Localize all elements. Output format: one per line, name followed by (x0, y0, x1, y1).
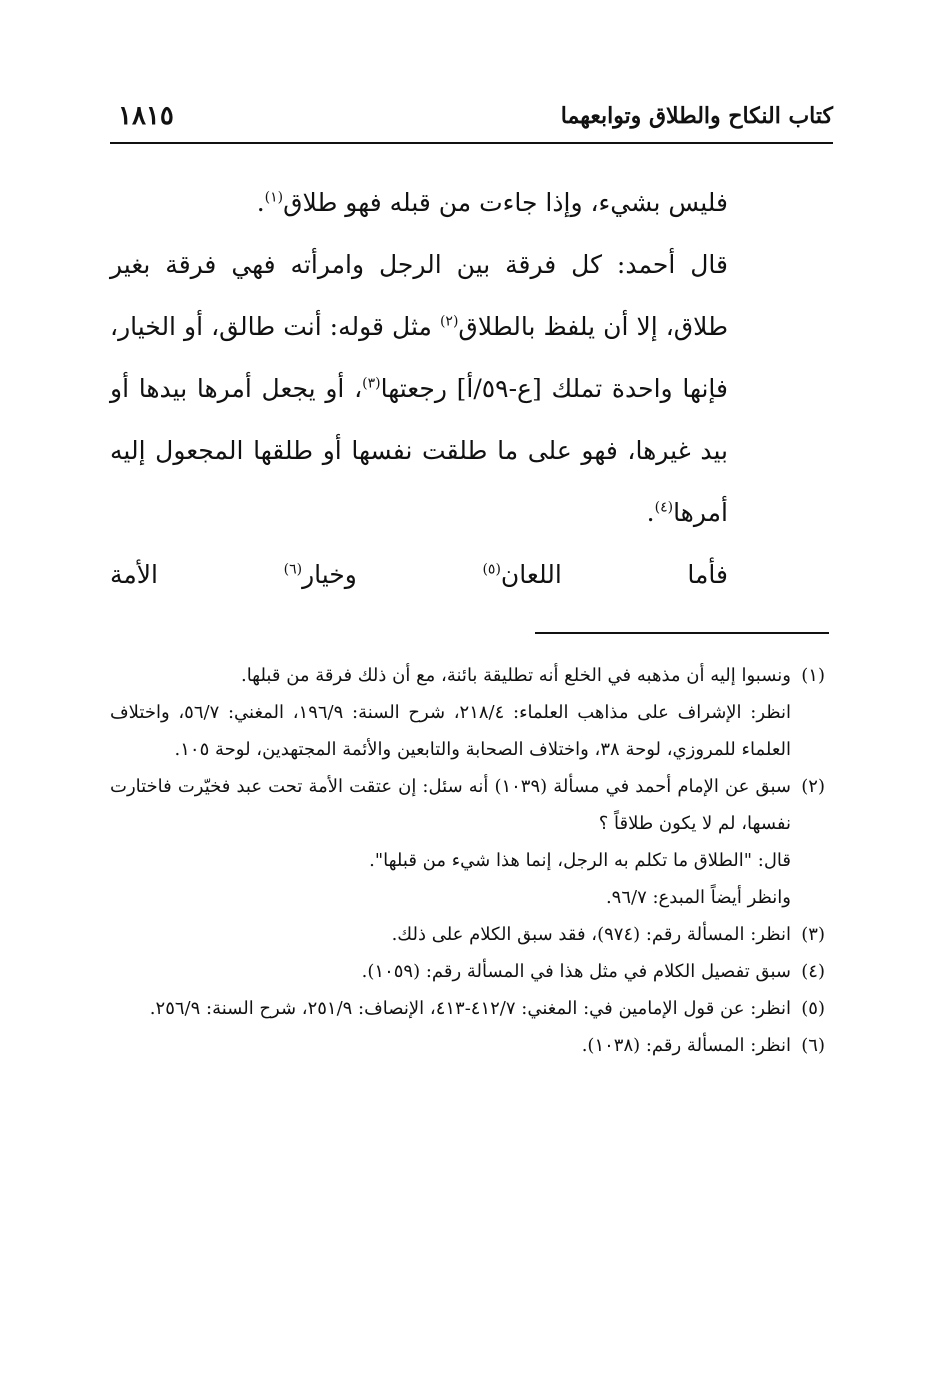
footnote-5 (110, 990, 825, 1027)
footnote-text: سبق عن الإمام أحمد في مسألة (١٠٣٩) أنه سئل: إن عتقت الأمة تحت عبد فخيّرت فاختارت نفسها، لم لا يكون طلاقاً ؟ (110, 776, 791, 834)
footnote-2 (110, 768, 825, 916)
paragraph-2-text-b: مثل قوله: أنت طالق، أو الخيار، فإنها واحدة تملك [ع-٥٩/أ] رجعتها (110, 312, 729, 403)
paragraph-3-text-a: فأما اللعان (500, 560, 728, 589)
footnote-text: قال: "الطلاق ما تكلم به الرجل، إنما هذا شيء من قبلها". (369, 850, 791, 871)
footnote-text: انظر: المسألة رقم: (٩٧٤)، فقد سبق الكلام على ذلك. (391, 924, 791, 945)
footnote-separator (535, 632, 829, 634)
page-number: ١٨١٥ (118, 101, 174, 131)
footnote-ref-4: (٤) (654, 499, 674, 516)
footnote-number: (٣) (801, 924, 825, 945)
paragraph-2-end: . (646, 498, 655, 527)
footnote-ref-1: (١) (264, 189, 284, 206)
page-header (110, 96, 833, 144)
footnote-ref-6: (٦) (283, 561, 303, 578)
footnote-3 (110, 916, 825, 953)
footnote-text: وانظر أيضاً المبدع: ٩٦/٧. (605, 887, 791, 908)
paragraph-2 (110, 234, 728, 544)
paragraph-3-text-c: الأمة (110, 560, 284, 589)
footnote-number: (٤) (801, 961, 825, 982)
footnote-text: انظر: الإشراف على مذاهب العلماء: ٢١٨/٤، شرح السنة: ١٩٦/٩، المغني: ٥٦/٧، واختلاف العلماء للمروزي، لوحة ٣٨، واختلاف الصحابة والتابعين والأئمة المجتهدين، لوحة ١٠٥. (110, 702, 792, 760)
footnote-ref-2: (٢) (439, 313, 459, 330)
paragraph-2-text-c: ، أو يجعل أمرها بيدها أو بيد غيرها، فهو على ما طلقت نفسها أو طلقها المجعول إليه أمرها (110, 374, 728, 527)
paragraph-1-end: . (256, 188, 265, 217)
paragraph-3 (110, 544, 728, 606)
paragraph-2-text-a: قال أحمد: كل فرقة بين الرجل وامرأته فهي فرقة بغير طلاق، إلا أن يلفظ بالطلاق (110, 250, 728, 341)
running-title: كتاب النكاح والطلاق وتوابعهما (560, 103, 833, 129)
footnote-number: (١) (801, 665, 825, 686)
paragraph-1 (110, 172, 728, 234)
footnote-text: ونسبوا إليه أن مذهبه في الخلع أنه تطليقة بائنة، مع أن ذلك فرقة من قبلها. (240, 665, 791, 686)
footnote-number: (٥) (801, 998, 825, 1019)
footnote-6 (110, 1027, 825, 1064)
paragraph-1-text: فليس بشيء، وإذا جاءت من قبله فهو طلاق (283, 188, 728, 217)
footnote-text: انظر: عن قول الإمامين في: المغني: ٤١٢/٧-٤١٣، الإنصاف: ٢٥١/٩، شرح السنة: ٢٥٦/٩. (149, 998, 791, 1019)
main-text (110, 172, 728, 606)
footnote-1 (110, 657, 825, 768)
paragraph-3-text-b: وخيار (302, 560, 483, 589)
footnote-ref-3: (٣) (362, 375, 381, 392)
footnote-ref-5: (٥) (482, 561, 501, 578)
footnote-text: سبق تفصيل الكلام في مثل هذا في المسألة رقم: (١٠٥٩). (361, 961, 791, 982)
footnote-text: انظر: المسألة رقم: (١٠٣٨). (581, 1035, 791, 1056)
footnote-number: (٢) (801, 776, 825, 797)
footnote-4 (110, 953, 825, 990)
footnote-number: (٦) (801, 1035, 825, 1056)
footnotes (110, 657, 825, 1064)
